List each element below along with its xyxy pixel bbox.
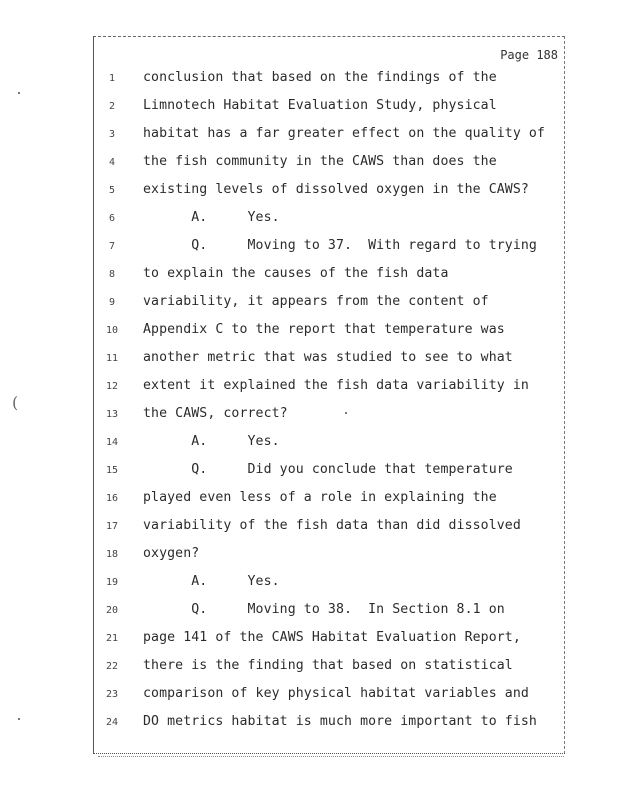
line-number: 22 (105, 661, 119, 672)
line-number: 19 (105, 577, 119, 588)
line-number: 3 (108, 129, 116, 140)
transcript-line-text: existing levels of dissolved oxygen in the CAWS? (143, 182, 529, 197)
line-number: 2 (108, 101, 116, 112)
transcript-line-text: the fish community in the CAWS than does the (143, 154, 497, 169)
transcript-line-text: Limnotech Habitat Evaluation Study, physical (143, 98, 497, 113)
transcript-line-text: Appendix C to the report that temperature was (143, 322, 505, 337)
transcript-line-text: variability of the fish data than did dissolved (143, 518, 521, 533)
line-number: 10 (105, 325, 119, 336)
page-number: Page 188 (500, 48, 558, 62)
transcript-frame (93, 36, 565, 754)
line-number: 21 (105, 633, 119, 644)
transcript-line-text: extent it explained the fish data variability in (143, 378, 529, 393)
line-number: 23 (105, 689, 119, 700)
transcript-line-text: A. Yes. (143, 210, 280, 225)
transcript-line-text: A. Yes. (143, 574, 280, 589)
line-number: 12 (105, 381, 119, 392)
transcript-line-text: Q. Moving to 38. In Section 8.1 on (143, 602, 505, 617)
scan-mark: ( (12, 393, 19, 412)
line-number: 4 (108, 157, 116, 168)
line-number: 18 (105, 549, 119, 560)
line-number: 14 (105, 437, 119, 448)
transcript-line-text: DO metrics habitat is much more important to fish (143, 714, 537, 729)
line-number: 13 (105, 409, 119, 420)
line-number: 9 (108, 297, 116, 308)
transcript-line-text: comparison of key physical habitat variables and (143, 686, 529, 701)
transcript-line-text: Q. Did you conclude that temperature (143, 462, 513, 477)
transcript-line-text: the CAWS, correct? (143, 406, 288, 421)
line-number: 20 (105, 605, 119, 616)
page-bottom-border (93, 753, 565, 754)
transcript-line-text: conclusion that based on the findings of the (143, 70, 497, 85)
scan-speck (345, 412, 347, 414)
line-number: 7 (108, 241, 116, 252)
transcript-line-text: Q. Moving to 37. With regard to trying (143, 238, 537, 253)
line-number: 17 (105, 521, 119, 532)
line-number: 1 (108, 73, 116, 84)
transcript-line-text: oxygen? (143, 546, 200, 561)
transcript-line-text: page 141 of the CAWS Habitat Evaluation Report, (143, 630, 521, 645)
transcript-line-text: another metric that was studied to see to what (143, 350, 513, 365)
line-number: 8 (108, 269, 116, 280)
scan-speck (18, 718, 20, 720)
transcript-line-text: habitat has a far greater effect on the quality of (143, 126, 545, 141)
scan-speck (18, 92, 20, 94)
transcript-line-text: there is the finding that based on statistical (143, 658, 513, 673)
transcript-line-text: variability, it appears from the content of (143, 294, 489, 309)
page-bottom-border-inner (98, 756, 564, 757)
transcript-line-text: played even less of a role in explaining the (143, 490, 497, 505)
line-number: 15 (105, 465, 119, 476)
line-number: 11 (105, 353, 119, 364)
line-number: 6 (108, 213, 116, 224)
transcript-line-text: to explain the causes of the fish data (143, 266, 449, 281)
line-number: 5 (108, 185, 116, 196)
line-number: 16 (105, 493, 119, 504)
transcript-line-text: A. Yes. (143, 434, 280, 449)
line-number: 24 (105, 717, 119, 728)
